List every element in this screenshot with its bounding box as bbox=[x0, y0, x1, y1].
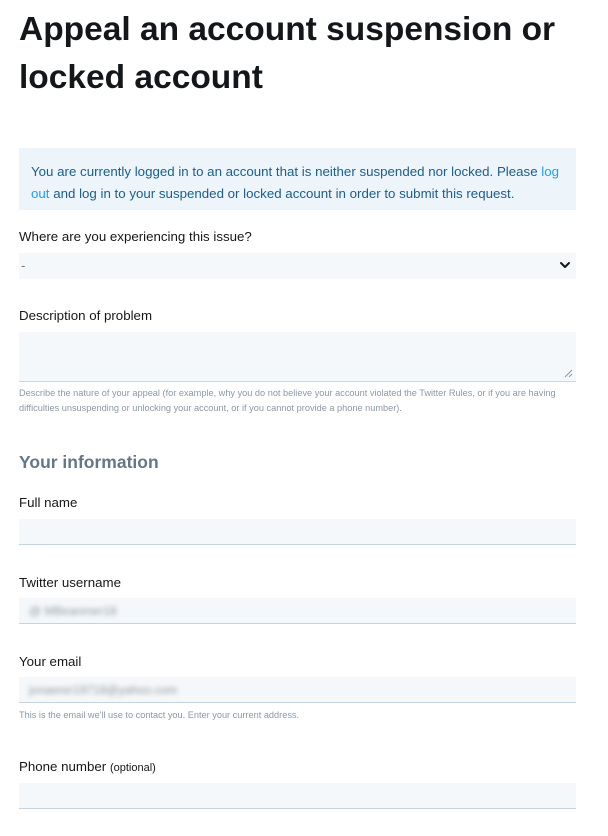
page-title: Appeal an account suspension or locked account bbox=[19, 11, 556, 96]
email-input[interactable] bbox=[19, 677, 576, 703]
phone-optional-label: (optional) bbox=[109, 762, 156, 774]
issue-location-select[interactable] bbox=[19, 253, 576, 279]
twitter-username-value: @ MBeanmer18 bbox=[29, 604, 117, 618]
login-notice bbox=[19, 148, 576, 210]
phone-label-text: Phone number bbox=[19, 759, 107, 774]
issue-location-selected: - bbox=[21, 258, 26, 273]
phone-label bbox=[19, 759, 156, 774]
twitter-username-input[interactable] bbox=[19, 598, 576, 624]
log-out-link[interactable]: log out bbox=[31, 164, 560, 201]
notice-text-before: You are currently logged in to an account that is neither suspended nor locked. Please bbox=[31, 164, 542, 179]
description-label: Description of problem bbox=[19, 308, 153, 323]
issue-location-label: Where are you experiencing this issue? bbox=[19, 229, 252, 244]
full-name-label: Full name bbox=[19, 495, 78, 510]
description-textarea[interactable] bbox=[19, 332, 576, 382]
email-label: Your email bbox=[19, 654, 82, 669]
full-name-input[interactable] bbox=[19, 519, 576, 545]
chevron-down-icon bbox=[558, 258, 572, 272]
resize-grip-icon[interactable] bbox=[564, 369, 573, 378]
notice-text-after: and log in to your suspended or locked account in order to submit this request. bbox=[49, 186, 515, 201]
description-hint: Describe the nature of your appeal (for example, why you do not believe your account violated the Twitter Rules, or if you are having difficulties unsuspending or unlocking your account, or if you cannot provide a phone number). bbox=[19, 388, 556, 413]
email-value: jonaerer19718@yahoo.com bbox=[29, 683, 178, 697]
twitter-username-label: Twitter username bbox=[19, 575, 121, 590]
your-information-heading: Your information bbox=[19, 452, 159, 472]
email-hint: This is the email we'll use to contact you. Enter your current address. bbox=[19, 710, 300, 720]
phone-input[interactable] bbox=[19, 783, 576, 809]
